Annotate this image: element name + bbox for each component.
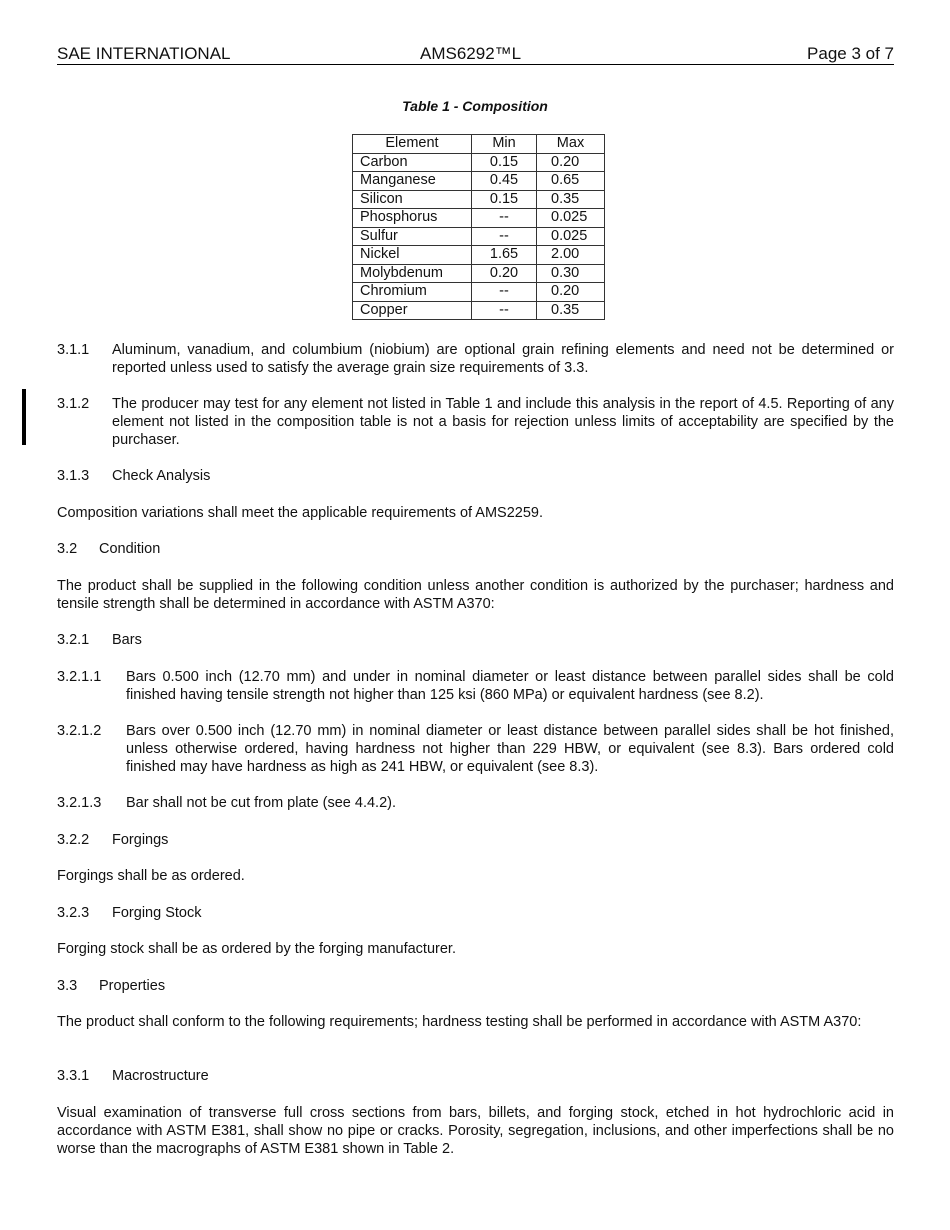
cell-element: Sulfur (353, 227, 472, 246)
paragraph: Visual examination of transverse full cross sections from bars, billets, and forging stock, etched in hot hydrochloric acid in accordance with ASTM E381, shall show no pipe or cracks. Porosity, segregation, inclusions, and other imperfections shall be no worse than the macrographs of ASTM E381 shown in Table 2. (57, 1105, 894, 1157)
paragraph: The product shall conform to the following requirements; hardness testing shall be performed in accordance with ASTM A370: (57, 1014, 862, 1030)
table-row (353, 246, 605, 265)
section-text: Aluminum, vanadium, and columbium (niobium) are optional grain refining elements and need not be determined or reported unless used to satisfy the average grain size requirements of 3.3. (112, 342, 894, 376)
section-title: Properties (99, 978, 166, 994)
table-row (353, 264, 605, 283)
table-row (353, 283, 605, 302)
section-number: 3.2 (57, 541, 78, 557)
cell-max: 0.025 (537, 209, 605, 228)
section-title: Forgings (112, 832, 169, 848)
cell-max: 0.65 (537, 172, 605, 191)
header-org: SAE INTERNATIONAL (57, 44, 231, 63)
section-number: 3.1.2 (57, 396, 90, 412)
cell-min: -- (472, 301, 537, 320)
section-text: Bars over 0.500 inch (12.70 mm) in nominal diameter or least distance between parallel sides shall be hot finished, unless otherwise ordered, having hardness not higher than 229 HBW, or equivalent (see 8.3). Bars ordered cold finished may have hardness as high as 241 HBW, or equivalent (see 8.3). (126, 723, 894, 775)
section-number: 3.3.1 (57, 1068, 90, 1084)
table-row (353, 190, 605, 209)
cell-element: Chromium (353, 283, 472, 302)
cell-min: 1.65 (472, 246, 537, 265)
cell-element: Copper (353, 301, 472, 320)
paragraph: Forging stock shall be as ordered by the forging manufacturer. (57, 941, 456, 957)
table-header-row (353, 135, 605, 154)
section-number: 3.2.2 (57, 832, 90, 848)
page-header (57, 44, 894, 65)
section-number: 3.2.1.1 (57, 669, 102, 685)
cell-min: -- (472, 283, 537, 302)
header-doc-number: AMS6292™L (420, 44, 522, 63)
section-number: 3.1.3 (57, 468, 90, 484)
section-title: Check Analysis (112, 468, 211, 484)
column-header-max: Max (537, 135, 605, 154)
paragraph: Forgings shall be as ordered. (57, 868, 245, 884)
table-row (353, 153, 605, 172)
table-caption: Table 1 - Composition (402, 98, 548, 114)
cell-min: -- (472, 209, 537, 228)
section-3-1-1 (57, 341, 894, 377)
cell-element: Silicon (353, 190, 472, 209)
cell-element: Nickel (353, 246, 472, 265)
section-3-1-2 (57, 395, 894, 449)
section-3-2-2-body (57, 867, 894, 885)
section-title: Condition (99, 541, 161, 557)
cell-max: 0.025 (537, 227, 605, 246)
cell-min: 0.15 (472, 153, 537, 172)
cell-max: 0.20 (537, 153, 605, 172)
section-3-2-3-body (57, 940, 894, 958)
section-number: 3.2.1.2 (57, 723, 102, 739)
section-title: Bars (112, 632, 142, 648)
section-number: 3.2.1 (57, 632, 90, 648)
section-title: Forging Stock (112, 905, 202, 921)
cell-max: 2.00 (537, 246, 605, 265)
cell-max: 0.35 (537, 190, 605, 209)
cell-element: Phosphorus (353, 209, 472, 228)
section-text: Bars 0.500 inch (12.70 mm) and under in nominal diameter or least distance between parallel sides shall be cold finished having tensile strength not higher than 125 ksi (860 MPa) or equivalent hardness (see 8.2). (126, 669, 894, 703)
section-3-2-1-3 (57, 794, 894, 812)
table-row (353, 301, 605, 320)
cell-element: Manganese (353, 172, 472, 191)
section-text: The producer may test for any element not listed in Table 1 and include this analysis in the report of 4.5. Reporting of any element not listed in the composition table is not a basis for rejection unless limits of acceptability are specified by the purchaser. (112, 396, 894, 448)
section-3-3-body (57, 1013, 894, 1031)
cell-max: 0.20 (537, 283, 605, 302)
revision-change-bar (22, 389, 26, 445)
cell-min: 0.45 (472, 172, 537, 191)
column-header-min: Min (472, 135, 537, 154)
cell-min: -- (472, 227, 537, 246)
section-3-2-1-2 (57, 722, 894, 776)
paragraph: The product shall be supplied in the following condition unless another condition is authorized by the purchaser; hardness and tensile strength shall be determined in accordance with ASTM A370: (57, 578, 894, 612)
cell-min: 0.15 (472, 190, 537, 209)
section-number: 3.1.1 (57, 342, 90, 358)
column-header-element: Element (353, 135, 472, 154)
section-3-2-1-1 (57, 668, 894, 704)
section-3-1-3-body (57, 504, 894, 522)
paragraph: Composition variations shall meet the applicable requirements of AMS2259. (57, 505, 544, 521)
section-3-3-1-body (57, 1104, 894, 1158)
header-page-number: Page 3 of 7 (807, 44, 894, 63)
cell-max: 0.35 (537, 301, 605, 320)
section-text: Bar shall not be cut from plate (see 4.4.2). (126, 795, 396, 811)
section-number: 3.2.1.3 (57, 795, 102, 811)
table-row (353, 227, 605, 246)
cell-element: Molybdenum (353, 264, 472, 283)
section-number: 3.2.3 (57, 905, 90, 921)
section-3-2-body (57, 577, 894, 613)
cell-element: Carbon (353, 153, 472, 172)
composition-table (352, 134, 605, 320)
section-number: 3.3 (57, 978, 78, 994)
section-title: Macrostructure (112, 1068, 209, 1084)
table-row (353, 209, 605, 228)
cell-min: 0.20 (472, 264, 537, 283)
cell-max: 0.30 (537, 264, 605, 283)
table-row (353, 172, 605, 191)
